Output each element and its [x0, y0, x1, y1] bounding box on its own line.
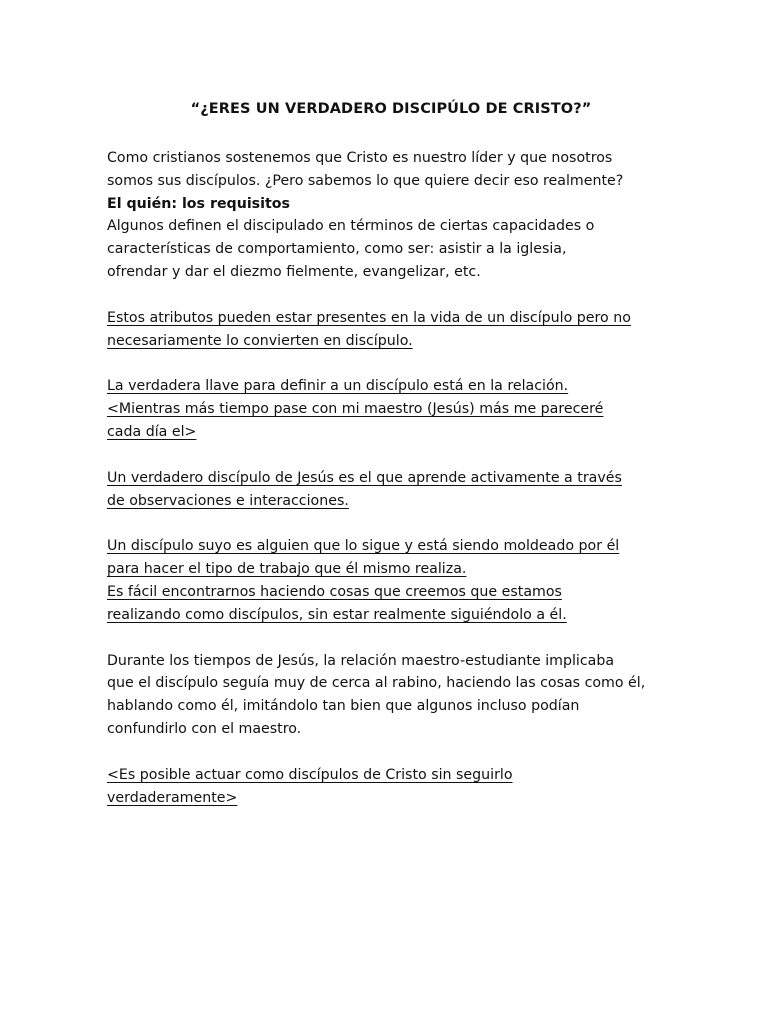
follower-paragraph: [107, 535, 667, 626]
intro-line: Como cristianos sostenemos que Cristo es nuestro líder y que nosotros: [107, 150, 613, 166]
section-heading: El quién: los requisitos: [107, 195, 290, 212]
attributes-paragraph: [107, 307, 667, 353]
section-body-paragraph: [107, 215, 667, 283]
section-body-line: ofrendar y dar el diezmo fielmente, evangelizar, etc.: [107, 263, 481, 280]
closing-paragraph: [107, 764, 667, 810]
true-disciple-paragraph: [107, 467, 667, 513]
history-line: que el discípulo seguía muy de cerca al rabino, haciendo las cosas como él,: [107, 675, 646, 692]
section-body-line: características de comportamiento, como ser: asistir a la iglesia,: [107, 241, 567, 258]
attributes-line: Estos atributos pueden estar presentes en la vida de un discípulo pero no: [107, 309, 631, 326]
closing-line: <Es posible actuar como discípulos de Cristo sin seguirlo: [107, 766, 513, 783]
closing-line: verdaderamente>: [107, 789, 238, 806]
history-line: Durante los tiempos de Jesús, la relación maestro-estudiante implicaba: [107, 652, 615, 669]
intro-line: somos sus discípulos. ¿Pero sabemos lo que quiere decir eso realmente?: [107, 172, 624, 189]
key-paragraph: [107, 375, 667, 443]
follower-line: Un discípulo suyo es alguien que lo sigue y está siendo moldeado por él: [107, 538, 620, 555]
follower-line: realizando como discípulos, sin estar realmente siguiéndolo a él.: [107, 606, 567, 623]
key-line: <Mientras más tiempo pase con mi maestro (Jesús) más me pareceré: [107, 401, 604, 418]
follower-line: para hacer el tipo de trabajo que él mismo realiza.: [107, 561, 467, 578]
history-line: hablando como él, imitándolo tan bien que algunos incluso podían: [107, 698, 580, 715]
history-paragraph: [107, 650, 667, 741]
key-line: La verdadera llave para definir a un discípulo está en la relación.: [107, 378, 569, 395]
follower-line: Es fácil encontrarnos haciendo cosas que creemos que estamos: [107, 583, 562, 600]
intro-paragraph: [107, 147, 667, 193]
true-disciple-line: Un verdadero discípulo de Jesús es el que aprende activamente a través: [107, 469, 622, 486]
history-line: confundirlo con el maestro.: [107, 720, 302, 737]
document-page: [107, 101, 667, 809]
key-line: cada día el>: [107, 423, 197, 440]
document-title: “¿ERES UN VERDADERO DISCIPÚLO DE CRISTO?”: [190, 101, 592, 117]
true-disciple-line: de observaciones e interacciones.: [107, 492, 349, 509]
section-body-line: Algunos definen el discipulado en términos de ciertas capacidades o: [107, 218, 595, 235]
attributes-line: necesariamente lo convierten en discípulo.: [107, 332, 413, 349]
